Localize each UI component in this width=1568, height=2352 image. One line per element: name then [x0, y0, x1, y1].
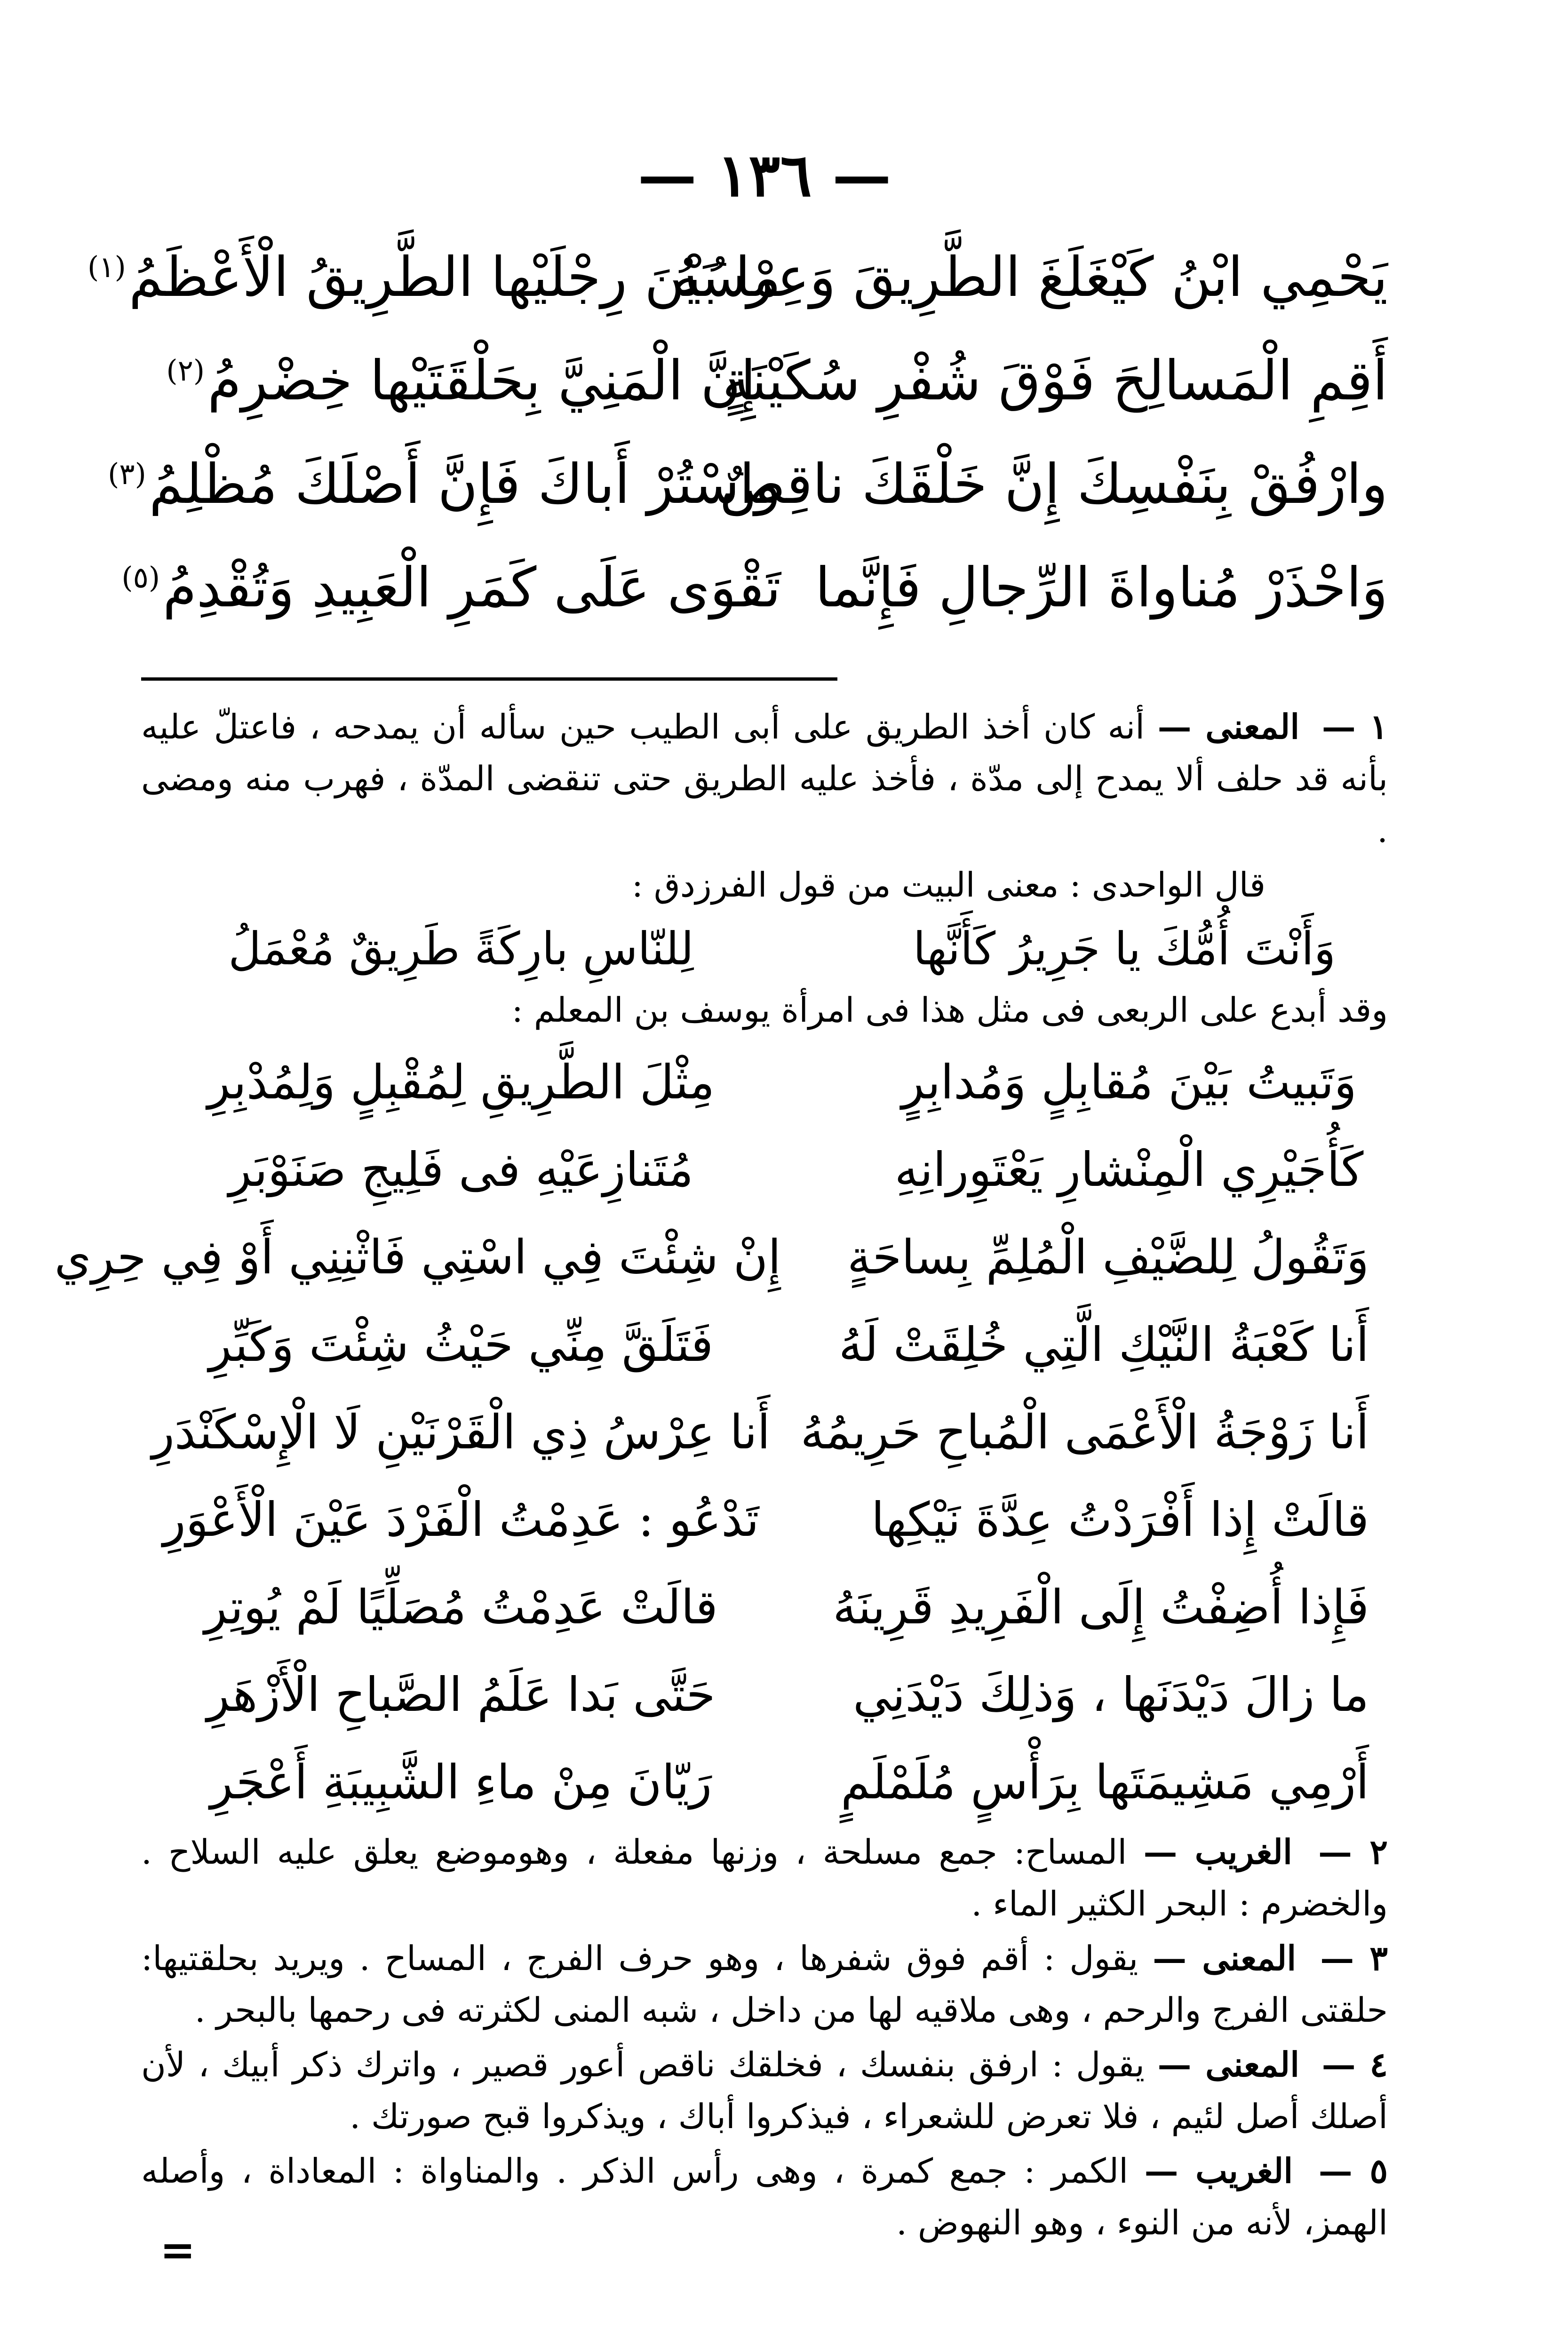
poem-verse — [141, 1651, 1388, 1739]
footnote-divider — [141, 677, 837, 681]
footnote-tag: المعنى — — [1153, 1938, 1297, 1978]
verse-first-hemistich: يَحْمِي ابْنُ كَيْغَلَغَ الطَّرِيقَ وَعِرْسُهُ — [672, 246, 1388, 309]
poem-verse — [141, 1564, 1388, 1651]
verse-first-hemistich: ما زالَ دَيْدَنَها ، وَذلِكَ دَيْدَنِي — [853, 1667, 1369, 1722]
verse-2 — [141, 329, 1388, 433]
verse-second-hemistich: واسْتُرْ أَباكَ فَإِنَّ أَصْلَكَ مُظْلِمُ$^{(٣)}$ — [108, 453, 781, 516]
verse-first-hemistich: وَأَنْتَ أُمُّكَ يا جَرِيرُ كَأَنَّها — [913, 922, 1336, 975]
poem-verse — [141, 1126, 1388, 1214]
verse-second-hemistich: تَدْعُو : عَدِمْتُ الْفَرْدَ عَيْنَ الْأَعْوَرِ — [163, 1492, 759, 1547]
verse-second-hemistich: فَتَلَقَّ مِنِّي حَيْثُ شِئْتَ وَكَبِّرِ — [208, 1317, 714, 1372]
verse-first-hemistich: وَاحْذَرْ مُناواةَ الرِّجالِ فَإِنَّما — [815, 556, 1388, 620]
end-mark: = — [160, 2225, 196, 2275]
footnote-2 — [141, 1826, 1388, 1930]
verse-first-hemistich: وارْفُقْ بِنَفْسِكَ إِنَّ خَلْقَكَ ناقِصٌ — [719, 453, 1388, 516]
verse-first-hemistich: أَنا كَعْبَةُ النَّيْكِ الَّتِي خُلِقَتْ لَهُ — [838, 1317, 1369, 1372]
footnote-tag: المعنى — — [1157, 2044, 1300, 2084]
verse-second-hemistich: ما بَيْنَ رِجْلَيْها الطَّرِيقُ الْأَعْظَمُ$^{(١)}$ — [88, 246, 781, 309]
footnote-number: ١ — — [1321, 707, 1388, 747]
footnote-3 — [141, 1932, 1388, 2036]
verse-first-hemistich: أَرْمِي مَشِيمَتَها بِرَأْسٍ مُلَمْلَمٍ — [841, 1755, 1369, 1810]
footnote-marker: (٥) — [121, 560, 160, 595]
footnote-text: المساح: جمع مسلحة ، وزنها مفعلة ، وهوموضع يعلق عليه السلاح . والخضرم : البحر الكثير الماء . — [141, 1832, 1388, 1923]
poem-verse — [141, 1039, 1388, 1126]
verse-first-hemistich: أَقِمِ الْمَسالِحَ فَوْقَ شُفْرِ سُكَيْنَةٍ — [722, 349, 1388, 413]
footnote-number: ٥ — — [1318, 2151, 1388, 2191]
footnote-text: يقول : أقم فوق شفرها ، وهو حرف الفرج ، المساح . ويريد بحلقتيها: حلقتى الفرج والرحم ، وهى ملاقيه لها من داخل ، شبه المنى لكثرته فى رحمها بالبحر . — [141, 1939, 1388, 2030]
poem-verse — [141, 1739, 1388, 1826]
verse-second-hemistich: لِلنّاسِ بارِكَةً طَرِيقٌ مُعْمَلُ — [228, 922, 694, 975]
verse-first-hemistich: وَتَبيتُ بَيْنَ مُقابِلٍ وَمُدابِرٍ — [901, 1055, 1357, 1110]
verse-first-hemistich: قالَتْ إِذا أَفْرَدْتُ عِدَّةَ نَيْكِها — [871, 1492, 1369, 1547]
footnote-marker: (١) — [88, 250, 126, 285]
poem-verse — [141, 1389, 1388, 1476]
verse-first-hemistich: فَإِذا أُضِفْتُ إِلَى الْفَرِيدِ قَرِينَهُ — [833, 1580, 1369, 1635]
verse-second-hemistich: مُتَنازِعَيْهِ فى فَلِيجِ صَنَوْبَرِ — [228, 1142, 694, 1197]
main-poem — [88, 226, 1388, 640]
page-number: — ١٣٦ — — [637, 141, 891, 210]
footnote-4 — [141, 2039, 1388, 2142]
book-page — [54, 0, 1388, 2352]
poem-verse — [141, 1476, 1388, 1564]
footnote-number: ٢ — — [1318, 1832, 1388, 1872]
footnote-text: أنه كان أخذ الطريق على أبى الطيب حين سأله أن يمدحه ، فاعتلّ عليه بأنه قد حلف ألا يمدح إلى مدّة ، فأخذ عليه الطريق حتى تنقضى المدّة ، فهرب منه ومضى . — [141, 707, 1388, 850]
footnote-1 — [141, 701, 1388, 856]
footnote-marker: (٣) — [108, 457, 146, 492]
verse-3 — [108, 433, 1388, 536]
footnote-text: الكمر : جمع كمرة ، وهى رأس الذكر . والمناواة : المعاداة ، وأصله الهمز، لأنه من النوء ، وهو النهوض . — [141, 2151, 1388, 2242]
footnote-tag: الغريب — — [1143, 1832, 1292, 1872]
wahidi-intro: قال الواحدى : معنى البيت من قول الفرزدق : — [631, 865, 1266, 905]
footnote-marker: (٢) — [166, 353, 205, 388]
verse-first-hemistich: وَتَقُولُ لِلضَّيْفِ الْمُلِمِّ بِساحَةٍ — [847, 1230, 1369, 1285]
verse-second-hemistich: حَتَّى بَدا عَلَمُ الصَّباحِ الْأَزْهَرِ — [207, 1667, 716, 1722]
footnote-number: ٣ — — [1320, 1938, 1388, 1978]
verse-4 — [121, 536, 1388, 640]
verse-second-hemistich: إِنَّ الْمَنِيَّ بِحَلْقَتَيْها خِضْرِمُ$^{(٢)}$ — [166, 349, 756, 413]
verse-1 — [88, 226, 1388, 329]
verse-first-hemistich: كَأُجَيْرِي الْمِنْشارِ يَعْتَوِرانِهِ — [894, 1142, 1364, 1197]
footnote-tag: المعنى — — [1157, 707, 1300, 747]
verse-second-hemistich: أَنا عِرْسُ ذِي الْقَرْنَيْنِ لَا الْإِسْكَنْدَرِ — [151, 1405, 771, 1460]
rabai-intro: وقد أبدع على الربعى فى مثل هذا فى امرأة يوسف بن المعلم : — [511, 990, 1388, 1030]
poem-verse — [54, 1214, 1388, 1301]
verse-second-hemistich: إِنْ شِئْتَ فِي اسْتِي فَاثْنِنِي أَوْ فِي حِرِي — [54, 1230, 781, 1285]
rabai-poem — [54, 1039, 1388, 1826]
verse-second-hemistich: رَيّانَ مِنْ ماءِ الشَّبِيبَةِ أَعْجَرِ — [210, 1755, 712, 1810]
footnotes — [54, 701, 1388, 2251]
verse-second-hemistich: تَقْوَى عَلَى كَمَرِ الْعَبِيدِ وَتُقْدِمُ$^{(٥)}$ — [121, 556, 781, 620]
verse-first-hemistich: أَنا زَوْجَةُ الْأَعْمَى الْمُباحِ حَرِيمُهُ — [800, 1405, 1369, 1460]
footnote-tag: الغريب — — [1144, 2151, 1293, 2191]
footnote-number: ٤ — — [1321, 2044, 1388, 2084]
verse-second-hemistich: قالَتْ عَدِمْتُ مُصَلِّيًا لَمْ يُوتِرِ — [204, 1580, 718, 1635]
footnote-text: يقول : ارفق بنفسك ، فخلقك ناقص أعور قصير ، واترك ذكر أبيك ، لأن أصلك أصل لئيم ، فلا تعرض للشعراء ، فيذكروا أباك ، ويذكروا قبح صورتك . — [141, 2045, 1388, 2136]
poem-verse — [141, 1301, 1388, 1389]
verse-second-hemistich: مِثْلَ الطَّرِيقِ لِمُقْبِلٍ وَلِمُدْبِرِ — [207, 1055, 715, 1110]
farazdaq-verse — [141, 914, 1388, 984]
footnote-5 — [141, 2145, 1388, 2249]
